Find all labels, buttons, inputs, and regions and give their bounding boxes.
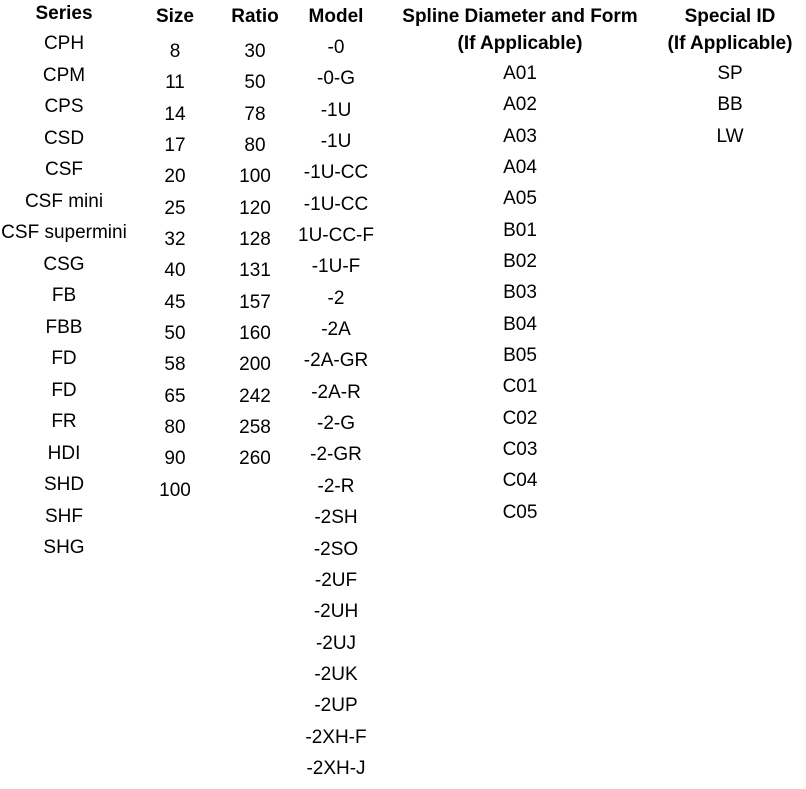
series-cell: CSD: [43, 127, 85, 149]
size-cell: 11: [165, 72, 185, 94]
size-cell: 58: [164, 354, 186, 376]
series-cell: FR: [51, 411, 77, 432]
ratio-cell: 78: [244, 103, 266, 125]
model-header: Model: [308, 6, 364, 27]
special-id-header-line1: Special ID: [684, 6, 776, 27]
model-cell: -0: [327, 37, 345, 58]
spline-cell: C04: [502, 470, 538, 492]
size-cell: 8: [169, 41, 181, 62]
size-cell: 45: [164, 291, 186, 313]
size-cell: 80: [164, 417, 186, 439]
model-cell: -2: [327, 287, 345, 309]
ratio-cell: 258: [239, 417, 271, 439]
spline-cell: B04: [503, 313, 537, 335]
series-column: [0, 0, 128, 564]
size-header: Size: [155, 6, 195, 27]
size-cell: 25: [164, 197, 186, 219]
model-cell: -2UJ: [315, 632, 357, 654]
spline-cell: A05: [503, 188, 537, 210]
model-cell: -0-G: [317, 68, 355, 90]
size-cell: 100: [159, 479, 191, 501]
ratio-cell: 260: [239, 448, 271, 470]
special-id-cell: BB: [717, 94, 743, 116]
model-cell: -2SH: [314, 507, 358, 529]
model-cell: -2A-R: [311, 381, 361, 403]
spline-cell: C05: [502, 501, 538, 523]
series-cell: FB: [51, 285, 77, 306]
series-cell: CSF supermini: [1, 222, 127, 243]
spline-cell: A02: [503, 94, 537, 116]
size-cell: 40: [164, 260, 186, 282]
model-cell: -2XH-J: [306, 757, 366, 779]
series-cell: FBB: [45, 316, 83, 338]
spline-column: [386, 0, 654, 528]
size-cell: 17: [164, 135, 186, 157]
ratio-cell: 242: [239, 385, 271, 407]
ratio-cell: 80: [244, 135, 266, 157]
ratio-cell: 100: [239, 166, 271, 188]
model-cell: -2-R: [317, 475, 355, 497]
model-cell: -1U: [320, 131, 352, 153]
ratio-list: [216, 36, 294, 475]
size-cell: 50: [164, 323, 186, 345]
size-column: [137, 0, 213, 506]
series-list: [0, 28, 128, 564]
spline-header-line2: (If Applicable): [457, 33, 583, 54]
ratio-header: Ratio: [231, 6, 279, 27]
series-cell: CPS: [44, 96, 84, 117]
series-cell: CSF: [45, 159, 83, 180]
model-cell: -2A: [321, 319, 351, 341]
model-cell: -2-GR: [310, 444, 362, 466]
series-cell: FD: [51, 348, 77, 369]
ratio-cell: 30: [244, 41, 266, 62]
ratio-cell: 160: [239, 323, 271, 345]
model-cell: 1U-CC-F: [298, 225, 374, 247]
series-cell: SHF: [45, 505, 83, 527]
spline-cell: C03: [502, 439, 538, 461]
spline-header-line1: Spline Diameter and Form: [402, 6, 638, 27]
spline-cell: A04: [503, 157, 537, 179]
ratio-cell: 131: [239, 260, 271, 282]
series-cell: CPM: [42, 64, 86, 86]
series-cell: HDI: [47, 442, 81, 464]
model-cell: -2UH: [313, 601, 359, 623]
model-cell: -1U-CC: [303, 162, 369, 184]
special-id-cell: LW: [716, 125, 744, 147]
size-cell: 20: [164, 166, 186, 188]
model-cell: -2A-GR: [303, 350, 369, 372]
special-id-cell: SP: [717, 63, 743, 84]
series-cell: CSG: [43, 253, 85, 275]
size-cell: 90: [164, 448, 186, 470]
ratio-cell: 157: [239, 291, 271, 313]
spline-cell: B02: [503, 251, 537, 273]
model-cell: -2-G: [317, 413, 355, 435]
series-cell: SHD: [43, 474, 85, 495]
model-cell: -1U-F: [311, 256, 361, 278]
spline-cell: A03: [503, 125, 537, 147]
spline-cell: C02: [502, 407, 538, 429]
series-cell: FD: [51, 379, 77, 401]
special-id-list: [656, 58, 804, 152]
model-cell: -2SO: [313, 538, 359, 560]
ratio-cell: 120: [239, 197, 271, 219]
size-cell: 65: [164, 385, 186, 407]
ratio-cell: 128: [239, 229, 271, 251]
model-cell: -1U: [320, 99, 352, 121]
spline-list: [386, 58, 654, 528]
series-cell: SHG: [43, 537, 85, 558]
ratio-cell: 50: [244, 72, 266, 94]
spline-cell: B01: [503, 219, 537, 241]
spline-cell: B05: [503, 345, 537, 367]
size-cell: 14: [164, 103, 186, 125]
spline-cell: C01: [502, 376, 538, 398]
size-cell: 32: [164, 229, 186, 251]
ratio-column: [216, 0, 294, 475]
series-cell: CSF mini: [24, 190, 104, 212]
special-id-column: [656, 0, 804, 152]
spline-cell: A01: [503, 63, 537, 84]
model-cell: -2UF: [314, 569, 358, 591]
model-cell: -1U-CC: [303, 193, 369, 215]
ratio-cell: 200: [239, 354, 271, 376]
model-column: [290, 0, 382, 784]
model-cell: -2UK: [314, 663, 358, 685]
size-list: [137, 36, 213, 506]
series-header: Series: [35, 3, 93, 24]
model-list: [290, 32, 382, 784]
spline-cell: B03: [503, 282, 537, 304]
series-cell: CPH: [43, 33, 85, 54]
special-id-header-line2: (If Applicable): [667, 33, 793, 54]
model-cell: -2UP: [314, 695, 358, 717]
model-cell: -2XH-F: [305, 726, 367, 748]
